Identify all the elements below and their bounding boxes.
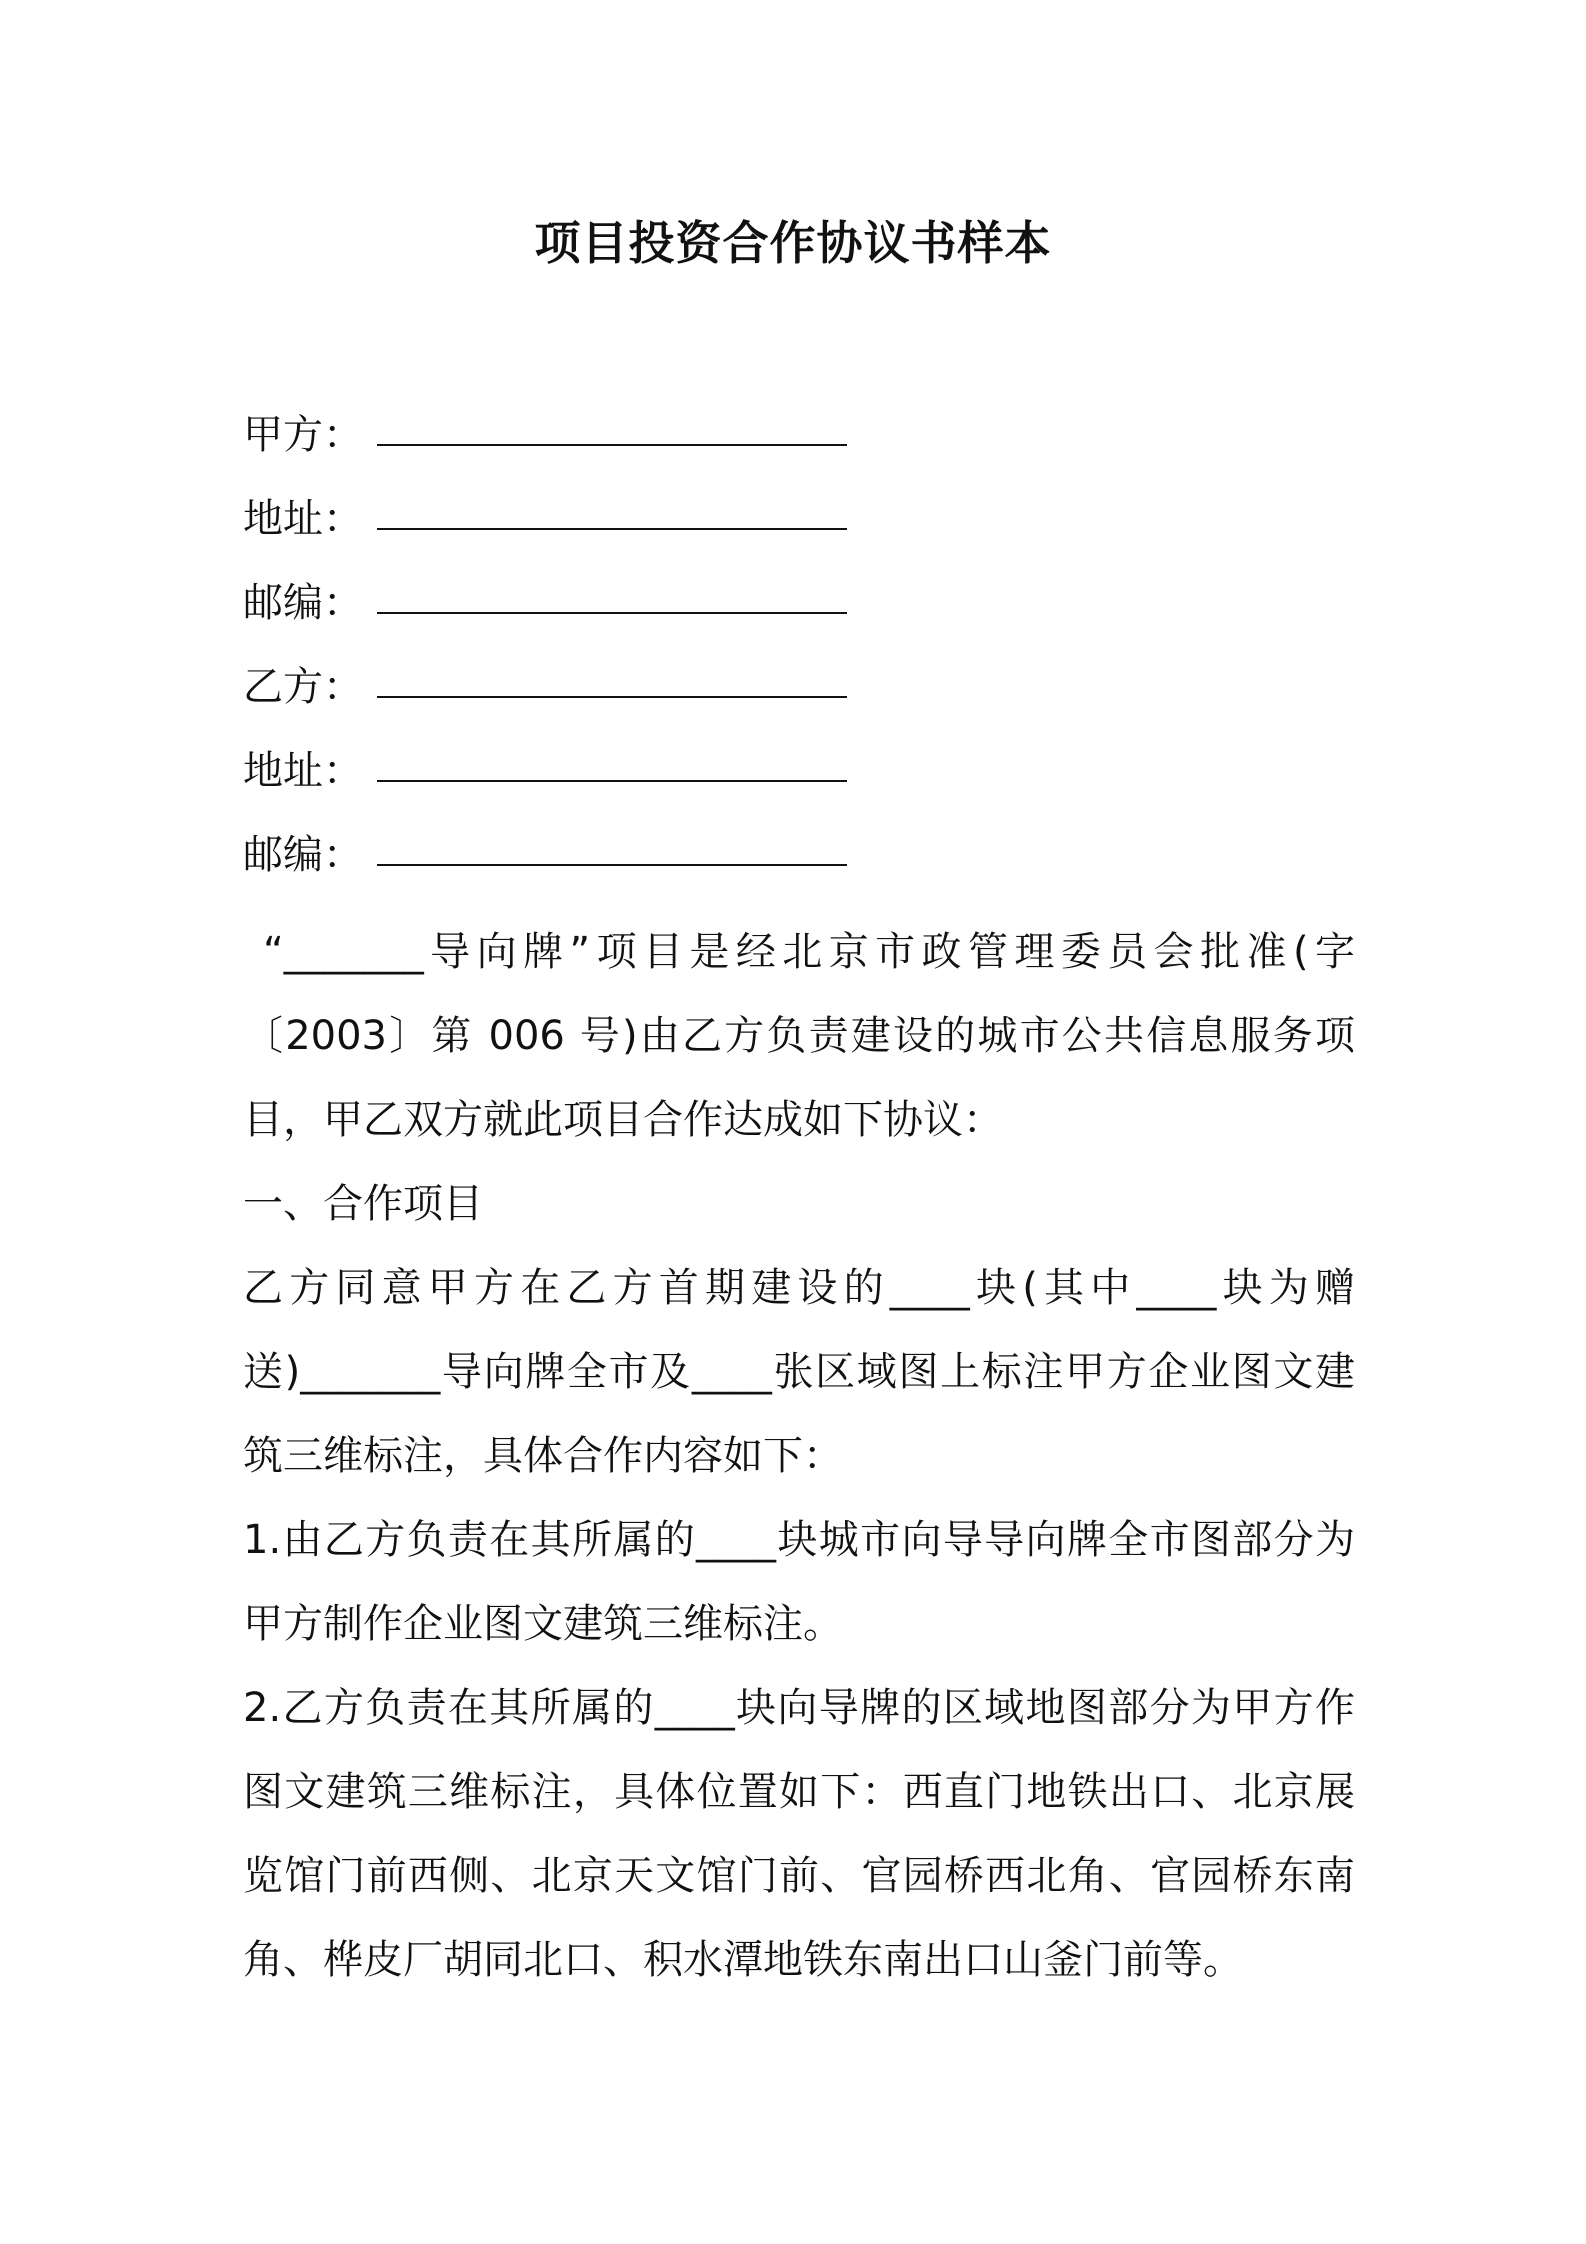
field-label: 乙方 <box>243 664 323 710</box>
field-party-b <box>243 657 1363 741</box>
fill-in-blank <box>377 572 847 614</box>
field-colon: ： <box>323 412 363 458</box>
field-party-a-postcode <box>243 573 1363 657</box>
party-info-fields <box>243 405 1363 909</box>
field-colon: ： <box>323 496 363 542</box>
field-party-a-address <box>243 489 1363 573</box>
field-label: 邮编 <box>243 580 323 626</box>
section-paragraph: 乙方同意甲方在乙方首期建设的____块(其中____块为赠送)_______导向牌全市及____张区域图上标注甲方企业图文建筑三维标注，具体合作内容如下： <box>243 1265 1355 1479</box>
field-party-b-address <box>243 741 1363 825</box>
field-colon: ： <box>323 580 363 626</box>
fill-in-blank <box>377 488 847 530</box>
field-label: 邮编 <box>243 832 323 878</box>
document-body <box>243 910 1355 2002</box>
field-label: 甲方 <box>243 412 323 458</box>
fill-in-blank <box>377 404 847 446</box>
field-colon: ： <box>323 664 363 710</box>
field-colon: ： <box>323 832 363 878</box>
field-party-b-postcode <box>243 825 1363 909</box>
clause-item-2: 2.乙方负责在其所属的____块向导牌的区域地图部分为甲方作图文建筑三维标注，具体位置如下：西直门地铁出口、北京展览馆门前西侧、北京天文馆门前、官园桥西北角、官园桥东南角、桦皮厂胡同北口、积水潭地铁东南出口山釜门前等。 <box>243 1685 1355 1983</box>
field-label: 地址 <box>243 496 323 542</box>
fill-in-blank <box>377 824 847 866</box>
field-party-a <box>243 405 1363 489</box>
field-label: 地址 <box>243 748 323 794</box>
fill-in-blank <box>377 740 847 782</box>
document-title: 项目投资合作协议书样本 <box>534 216 1052 270</box>
section-heading: 一、合作项目 <box>243 1181 483 1227</box>
field-colon: ： <box>323 748 363 794</box>
intro-paragraph: “_______导向牌”项目是经北京市政管理委员会批准(字〔2003〕第 006 号)由乙方负责建设的城市公共信息服务项目，甲乙双方就此项目合作达成如下协议： <box>243 929 1355 1143</box>
clause-item-1: 1.由乙方负责在其所属的____块城市向导导向牌全市图部分为甲方制作企业图文建筑三维标注。 <box>243 1517 1355 1647</box>
fill-in-blank <box>377 656 847 698</box>
